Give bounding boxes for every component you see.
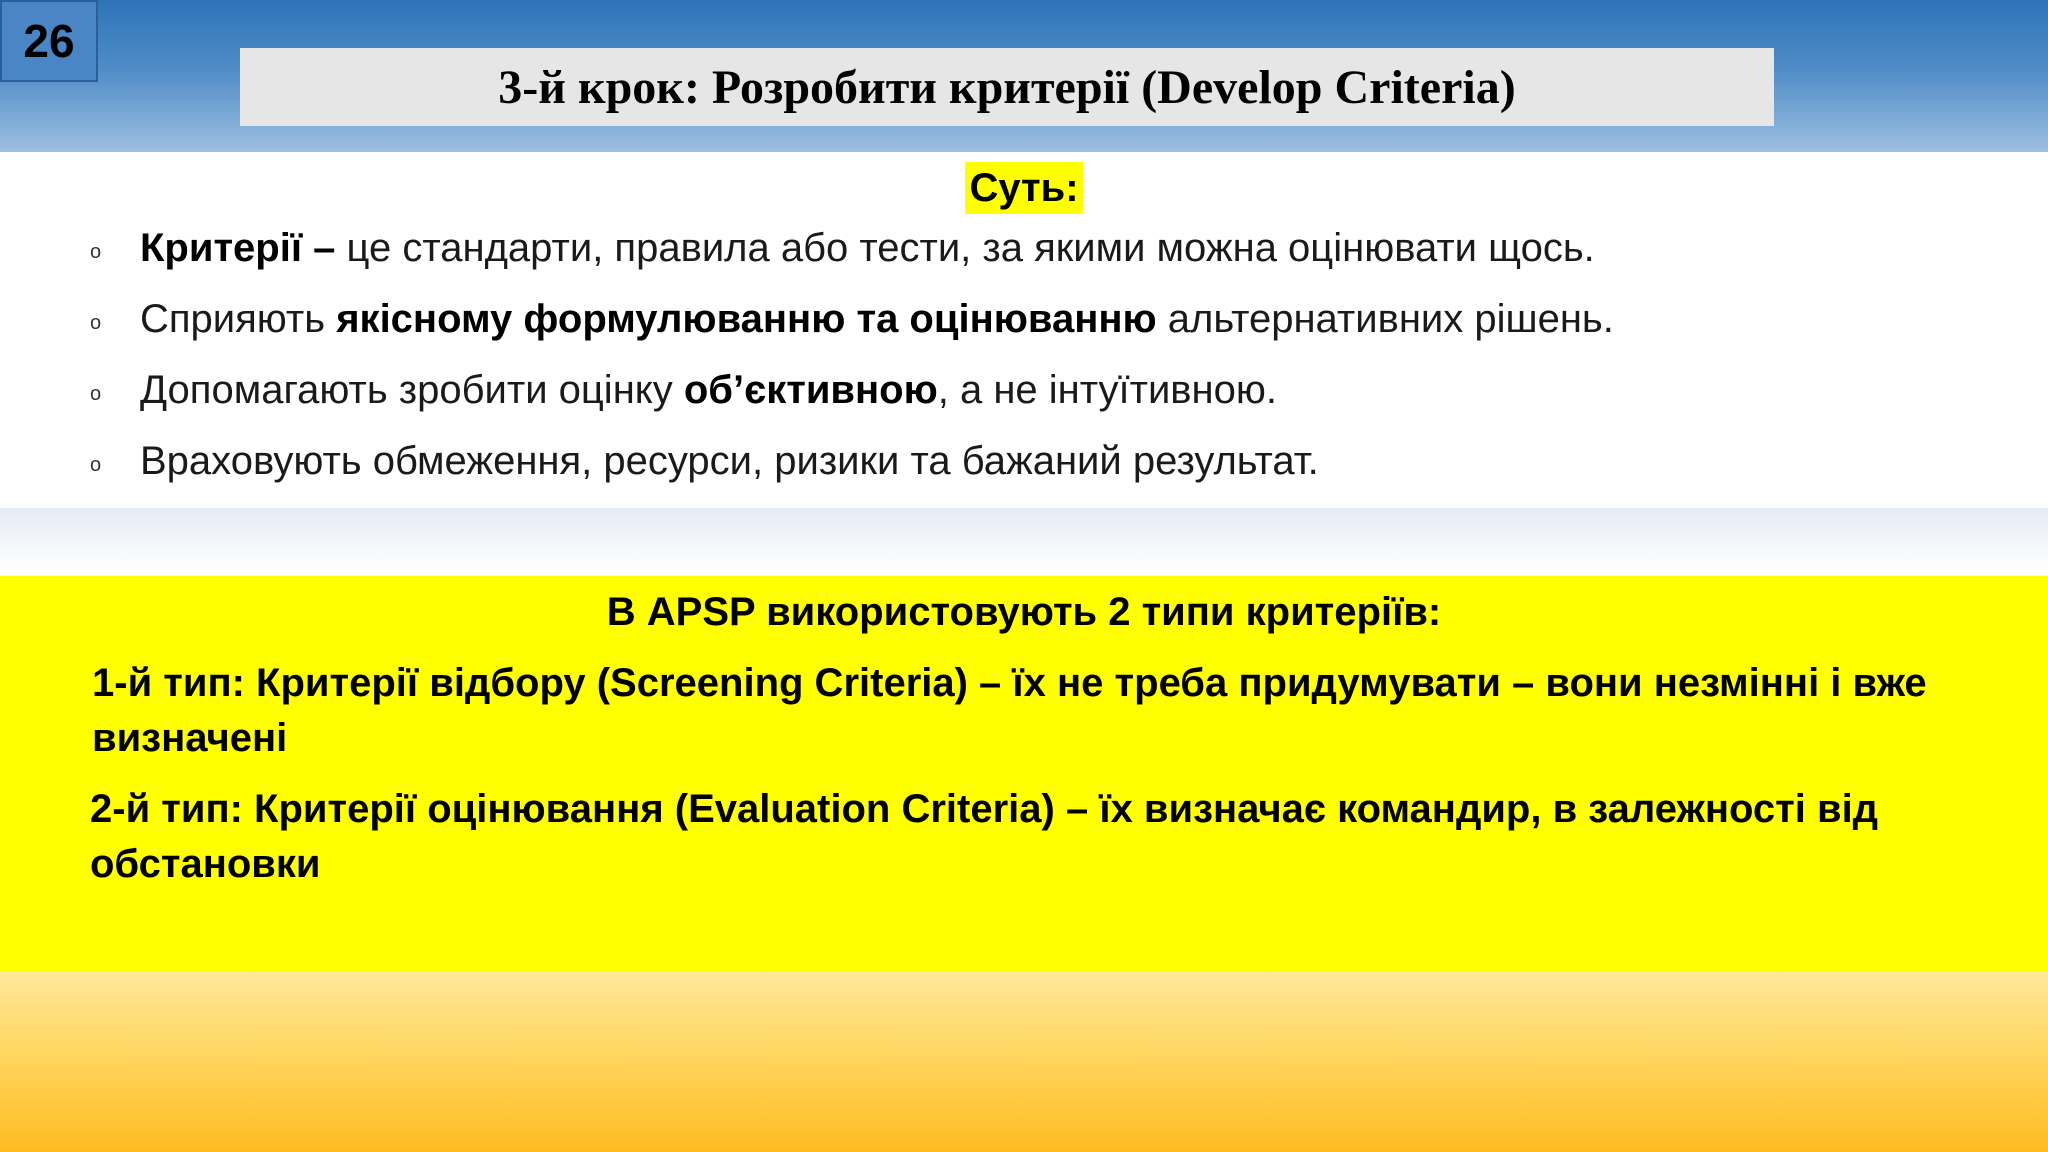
slide-number-badge: 26 — [0, 0, 98, 82]
bullet-item — [0, 224, 2048, 295]
bullet-text: Критерії – це стандарти, правила або тести, за якими можна оцінювати щось. — [140, 226, 1595, 270]
essence-heading: Суть: — [965, 162, 1082, 214]
slide-title: 3-й крок: Розробити критерії (Develop Criteria) — [498, 60, 1516, 114]
title-box — [240, 48, 1774, 126]
divider-strip — [0, 508, 2048, 576]
bullet-marker-icon: o — [90, 454, 102, 476]
bullet-list — [0, 224, 2048, 508]
bullet-item — [0, 437, 2048, 508]
bullet-item — [0, 366, 2048, 437]
bullet-text: Сприяють якісному формулюванню та оцінюванню альтернативних рішень. — [140, 297, 1614, 341]
bullet-text: Враховують обмеження, ресурси, ризики та бажаний результат. — [140, 439, 1319, 483]
criteria-types-panel — [0, 576, 2048, 972]
apsp-heading: В APSP використовують 2 типи критеріїв: — [606, 590, 1442, 634]
bullet-marker-icon: o — [90, 383, 102, 405]
criteria-type-2: 2-й тип: Критерії оцінювання (Evaluation Criteria) – їх визначає командир, в залежності від обстановки — [90, 787, 1879, 886]
criteria-type-1: 1-й тип: Критерії відбору (Screening Criteria) – їх не треба придумувати – вони незмінні і вже визначені — [92, 661, 1927, 760]
essence-heading-wrap — [0, 162, 2048, 214]
bullet-text: Допомагають зробити оцінку об’єктивною, а не інтуїтивною. — [140, 368, 1278, 412]
bullet-item — [0, 295, 2048, 366]
footer-band — [0, 972, 2048, 1152]
bullet-marker-icon: o — [90, 312, 102, 334]
bullet-marker-icon: o — [90, 241, 102, 263]
content-area — [0, 152, 2048, 508]
